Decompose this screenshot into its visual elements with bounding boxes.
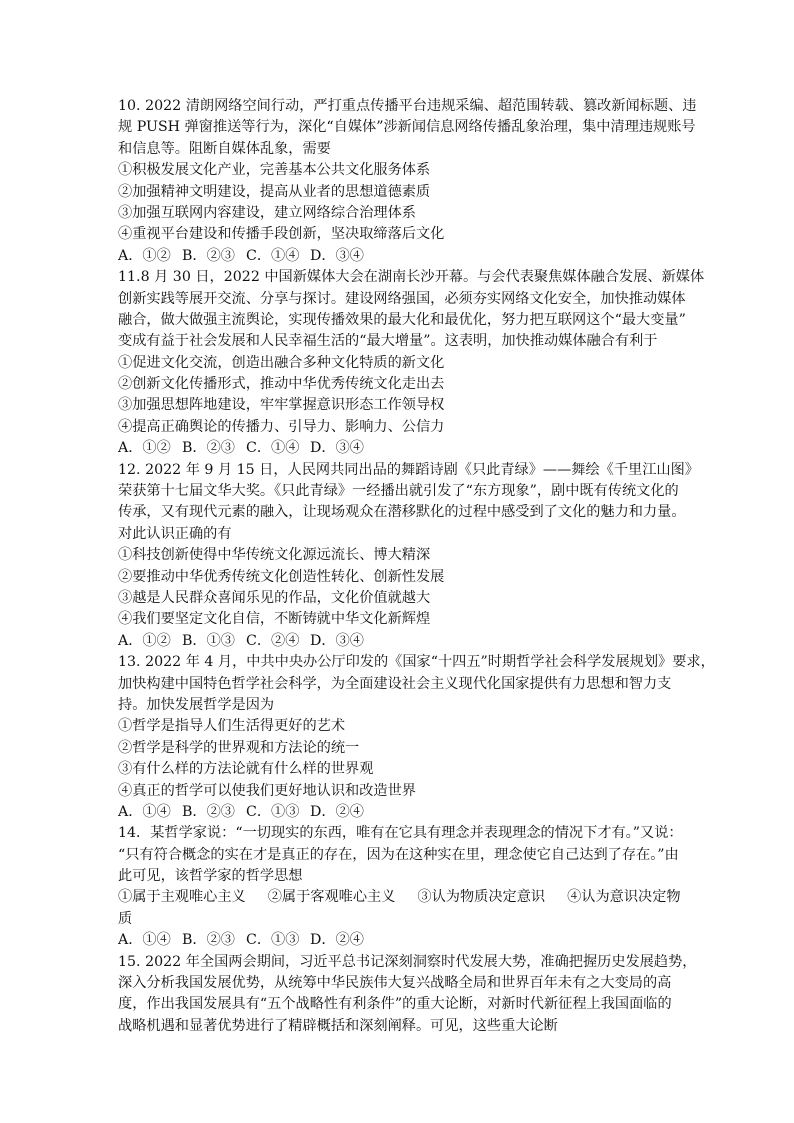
question-15 [118, 952, 697, 1038]
option-line: ②加强精神文明建设，提高从业者的思想道德素质 [118, 183, 431, 200]
choice-b: B．②③ [182, 803, 235, 820]
option-line: ②要推动中华优秀传统文化创造性转化、创新性发展 [118, 568, 445, 585]
choice-d: D．②④ [310, 803, 364, 820]
question-stem-line: 变成有益于社会发展和人民幸福生活的“最大增量”。这表明，加快推动媒体融合有利于 [118, 333, 658, 350]
option-line: ④重视平台建设和传播手段创新，坚决取缔落后文化 [118, 226, 445, 243]
question-stem-line: 荣获第十七届文华大奖。《只此青绿》一经播出就引发了“东方现象”，剧中既有传统文化的 [118, 483, 679, 500]
question-14 [118, 823, 683, 951]
choice-a: A．①④ [118, 803, 171, 820]
question-stem-line: 11.8 月 30 日，2022 中国新媒体大会在湖南长沙开幕。与会代表聚焦媒体融合发展、新媒体 [118, 269, 705, 286]
option-line: ①科技创新使得中华传统文化源远流长、博大精深 [118, 547, 431, 564]
question-stem-line: 13. 2022 年 4 月，中共中央办公厅印发的《国家“十四五”时期哲学社会科学发展规划》要求， [118, 654, 715, 671]
question-13 [118, 652, 715, 823]
choice-b: B．②③ [182, 440, 235, 457]
question-stem-line: 和信息等。阻断自媒体乱象，需要 [118, 140, 331, 157]
question-stem-line: 此可见，该哲学家的哲学思想 [118, 868, 303, 885]
option-line: ①哲学是指导人们生活得更好的艺术 [118, 718, 346, 735]
question-stem-line: 对此认识正确的有 [118, 525, 232, 542]
question-stem-line: 规 PUSH 弹窗推送等行为，深化“自媒体”涉新闻信息网络传播乱象治理，集中清理违规账号 [118, 119, 696, 136]
inline-options [118, 887, 680, 908]
question-stem-line: 创新实践等展开交流、分享与探讨。建设网络强国，必须夯实网络文化安全，加快推动媒体 [118, 290, 686, 307]
choice-d: D．③④ [310, 632, 364, 649]
choice-d: D．③④ [310, 247, 364, 264]
question-stem-line: “只有符合概念的实在才是真正的存在，因为在这种实在里，理念使它自己达到了存在。”由 [118, 846, 679, 863]
option-line: ④我们要坚定文化自信，不断铸就中华文化新辉煌 [118, 611, 431, 628]
option-line: ③加强互联网内容建设，建立网络综合治理体系 [118, 204, 416, 221]
option-line: ④真正的哲学可以使我们更好地认识和改造世界 [118, 782, 416, 799]
answer-choices [118, 631, 680, 652]
question-stem-line: 10. 2022 清朗网络空间行动，严打重点传播平台违规采编、超范围转载、篡改新闻标题、违 [118, 98, 697, 114]
question-stem-line: 15. 2022 年全国两会期间，习近平总书记深刻洞察时代发展大势，准确把握历史发展趋势， [118, 953, 697, 970]
choice-d: D．②④ [310, 932, 364, 949]
answer-choices [118, 438, 680, 459]
choice-b: B．②③ [182, 932, 235, 949]
option-line: ④提高正确舆论的传播力、引导力、影响力、公信力 [118, 418, 445, 435]
answer-choices [118, 246, 680, 267]
option-line: ①促进文化交流，创造出融合多种文化特质的新文化 [118, 354, 445, 371]
choice-d: D．③④ [310, 440, 364, 457]
question-stem-line: 融合，做大做强主流舆论，实现传播效果的最大化和最优化，努力把互联网这个“最大变量” [118, 311, 686, 328]
choice-c: C．①④ [246, 247, 300, 264]
option-inline: ③认为物质决定意识 [417, 889, 546, 906]
question-11 [118, 267, 705, 460]
option-line: ③越是人民群众喜闻乐见的作品，文化价值就越大 [118, 589, 431, 606]
question-12 [118, 460, 699, 653]
option-line: ③加强思想阵地建设，牢牢掌握意识形态工作领导权 [118, 397, 445, 414]
choice-c: C．①③ [246, 803, 300, 820]
option-inline: ④认为意识决定物 [567, 889, 681, 906]
question-stem-line: 持。加快发展哲学是因为 [118, 696, 275, 713]
choice-c: C．②④ [246, 632, 300, 649]
option-line: ③有什么样的方法论就有什么样的世界观 [118, 761, 374, 778]
question-stem-line: 加快构建中国特色哲学社会科学，为全面建设社会主义现代化国家提供有力思想和智力支 [118, 675, 672, 692]
choice-c: C．①④ [246, 440, 300, 457]
option-inline: ①属于主观唯心主义 [118, 889, 246, 906]
question-stem-line: 12. 2022 年 9 月 15 日，人民网共同出品的舞蹈诗剧《只此青绿》——舞绘《千里江山图》 [118, 461, 699, 478]
question-10 [118, 96, 697, 267]
option-line: ①积极发展文化产业，完善基本公共文化服务体系 [118, 162, 431, 179]
option-tail: 质 [118, 910, 133, 927]
choice-b: B．②③ [182, 247, 235, 264]
answer-choices [118, 930, 680, 951]
option-inline: ②属于客观唯心主义 [267, 889, 396, 906]
option-line: ②创新文化传播形式，推动中华优秀传统文化走出去 [118, 376, 445, 393]
choice-a: A．①② [118, 632, 171, 649]
choice-c: C．①③ [246, 932, 300, 949]
question-stem-line: 14．某哲学家说：“一切现实的东西，唯有在它具有理念并表现理念的情况下才有。”又说： [118, 825, 683, 842]
option-line: ②哲学是科学的世界观和方法论的统一 [118, 739, 360, 756]
choice-a: A．①④ [118, 932, 171, 949]
question-stem-line: 深入分析我国发展优势，从统筹中华民族伟大复兴战略全局和世界百年未有之大变局的高 [118, 975, 672, 992]
choice-b: B．①③ [182, 632, 235, 649]
question-stem-line: 战略机遇和显著优势进行了精辟概括和深刻阐释。可见，这些重大论断 [118, 1017, 558, 1034]
exam-page [118, 96, 715, 1037]
question-stem-line: 传承，又有现代元素的融入，让现场观众在潜移默化的过程中感受到了文化的魅力和力量。 [118, 504, 686, 521]
question-stem-line: 度，作出我国发展具有“五个战略性有利条件”的重大论断，对新时代新征程上我国面临的 [118, 996, 672, 1013]
answer-choices [118, 802, 680, 823]
choice-a: A．①② [118, 440, 171, 457]
choice-a: A．①② [118, 247, 171, 264]
